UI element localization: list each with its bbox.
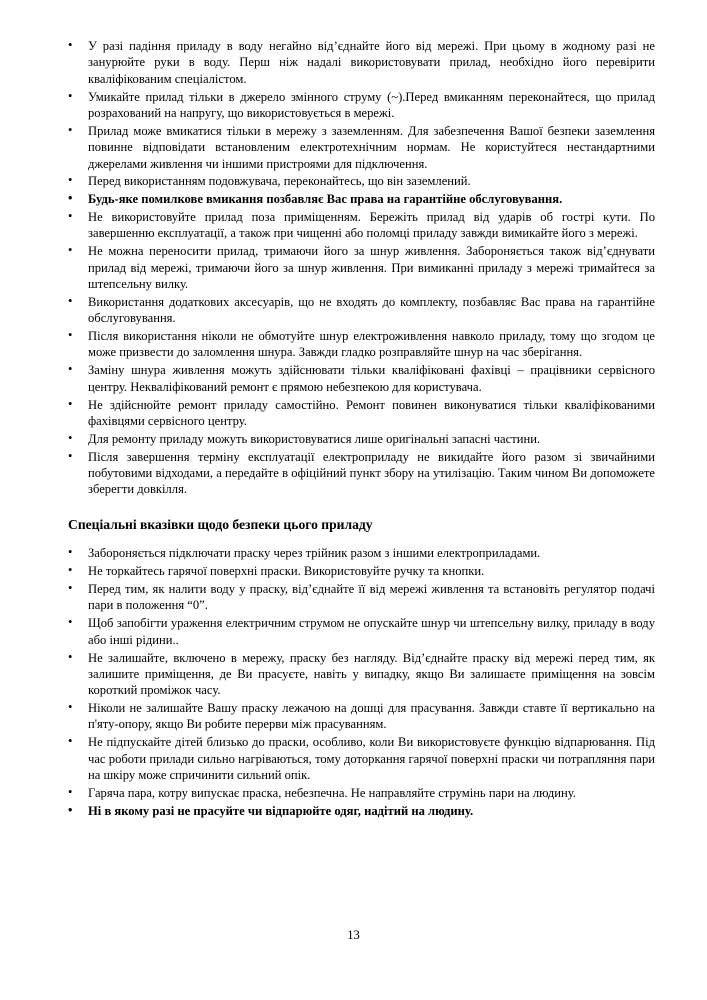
list-item: • Щоб запобігти ураження електричним струмом не опускайте шнур чи штепсельну вилку, приладу в воду або інші рідини.. [58, 615, 655, 648]
list-item: • Гаряча пара, котру випускає праска, небезпечна. Не направляйте струмінь пари на людину. [58, 785, 655, 801]
list-item: • Не залишайте, включено в мережу, праску без нагляду. Від’єднайте праску від мережі перед тим, як залишите приміщення, де Ви прасуєте, навіть у випадку, якщо Ви залишаєте приміщення на зовсім короткий проміжок часу. [58, 650, 655, 699]
list-item: • Після завершення терміну експлуатації електроприладу не викидайте його разом зі звичайними побутовими відходами, а передайте в офіційний пункт збору на утилізацію. Таким чином Ви допоможете зберегти довкілля. [58, 449, 655, 498]
list-item: • Прилад може вмикатися тільки в мережу з заземленням. Для забезпечення Вашої безпеки заземлення повинне відповідати встановленим електротехнічним нормам. Не користуйтеся нестандартними джерелами живлення чи іншими пристроями для підключення. [58, 123, 655, 172]
list-item: • Заміну шнура живлення можуть здійснювати тільки кваліфіковані фахівці – працівники сервісного центру. Некваліфікований ремонт є прямою небезпекою для користувача. [58, 362, 655, 395]
list-item: • Забороняється підключати праску через трійник разом з іншими електроприладами. [58, 545, 655, 561]
list-item: • Будь-яке помилкове вмикання позбавляє Вас права на гарантійне обслуговування. [58, 191, 655, 207]
list-item: • Не підпускайте дітей близько до праски, особливо, коли Ви використовуєте функцію відпарювання. Під час роботи прилади сильно нагріваються, тому доторкання гарячої поверхні праски чи потрапляння пари на шкіру може спричинити сильний опік. [58, 734, 655, 783]
list-item: • Перед використанням подовжувача, переконайтесь, що він заземлений. [58, 173, 655, 189]
list-item: • Перед тим, як налити воду у праску, від’єднайте її від мережі живлення та встановіть регулятор подачі пари в положення “0”. [58, 581, 655, 614]
list-item: • Не можна переносити прилад, тримаючи його за шнур живлення. Забороняється також від’єднувати прилад від мережі, тримаючи його за шнур живлення. При вимиканні приладу з мережі тримайтеся за штепсельну вилку. [58, 243, 655, 292]
page-number: 13 [347, 928, 360, 942]
list-item: • У разі падіння приладу в воду негайно від’єднайте його від мережі. При цьому в жодному разі не занурюйте руки в воду. Перш ніж надалі використовувати прилад, необхідно його перевірити кваліфікованим спеціалістом. [58, 38, 655, 87]
list-item: • Не використовуйте прилад поза приміщенням. Бережіть прилад від ударів об гострі кути. По завершенню експлуатації, а також при чищенні або поломці приладу завжди вимикайте його з мережі. [58, 209, 655, 242]
list-item: • Для ремонту приладу можуть використовуватися лише оригінальні запасні частини. [58, 431, 655, 447]
special-safety-list [58, 545, 655, 819]
list-item: • Умикайте прилад тільки в джерело змінного струму (~).Перед вмиканням переконайтеся, що прилад розрахований на напругу, що використовується в мережі. [58, 89, 655, 122]
general-safety-list [58, 38, 655, 498]
list-item: • Не торкайтесь гарячої поверхні праски. Використовуйте ручку та кнопки. [58, 563, 655, 579]
list-item: • Не здійснюйте ремонт приладу самостійно. Ремонт повинен виконуватися тільки кваліфікованими фахівцями сервісного центру. [58, 397, 655, 430]
section-heading: Спеціальні вказівки щодо безпеки цього приладу [68, 516, 373, 532]
list-item: • Ні в якому разі не прасуйте чи відпарюйте одяг, надітий на людину. [58, 803, 655, 819]
list-item: • Використання додаткових аксесуарів, що не входять до комплекту, позбавляє Вас права на гарантійне обслуговування. [58, 294, 655, 327]
list-item: • Ніколи не залишайте Вашу праску лежачою на дошці для прасування. Завжди ставте її вертикально на п'яту-опору, якщо Ви робите перерви між прасуванням. [58, 700, 655, 733]
list-item: • Після використання ніколи не обмотуйте шнур електроживлення навколо приладу, тому що згодом це може призвести до заломлення шнура. Завжди гладко розправляйте шнур на час зберігання. [58, 328, 655, 361]
